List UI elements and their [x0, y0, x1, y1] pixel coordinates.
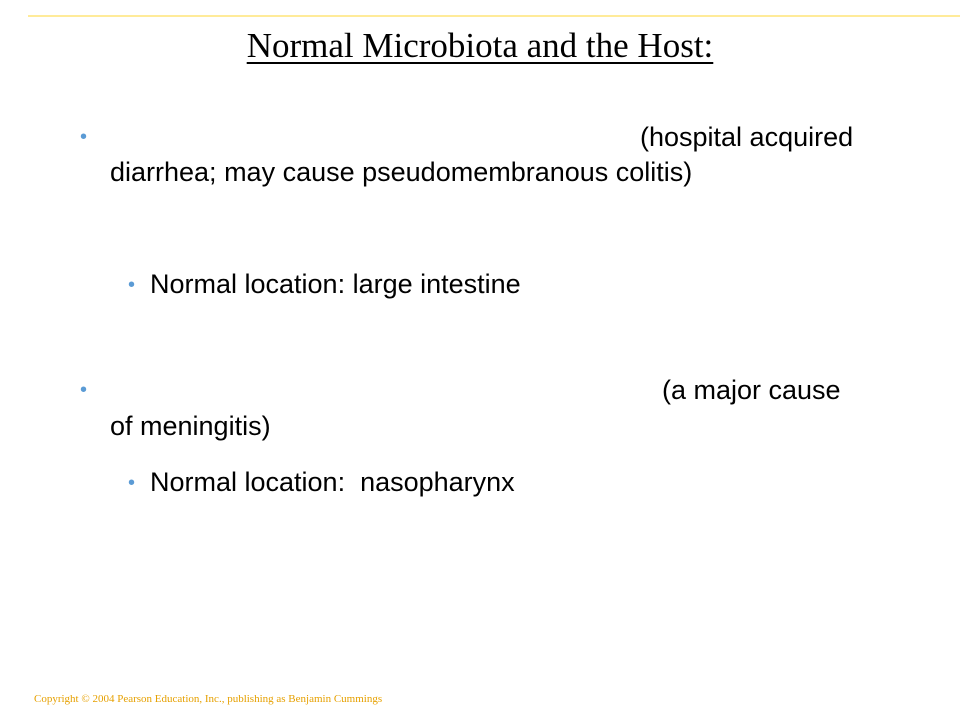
sub-bullet-dot: • [128, 274, 136, 296]
slide-title-text: Normal Microbiota and the Host: [246, 26, 714, 65]
slide-title [0, 24, 960, 68]
bullet-dot: • [80, 126, 88, 148]
bullet-2-sub: Normal location: nasopharynx [150, 467, 515, 497]
top-rule [28, 15, 960, 17]
bullet-dot: • [80, 379, 88, 401]
bullet-2-line-1: (a major cause [662, 375, 841, 405]
copyright-footer: Copyright © 2004 Pearson Education, Inc., publishing as Benjamin Cummings [34, 693, 383, 705]
bullet-1-line-2: diarrhea; may cause pseudomembranous colitis) [110, 157, 693, 187]
sub-bullet-dot: • [128, 472, 136, 494]
bullet-1-sub: Normal location: large intestine [150, 269, 521, 299]
bullet-2-line-2: of meningitis) [110, 411, 271, 441]
bullet-1-line-1: (hospital acquired [640, 122, 854, 152]
